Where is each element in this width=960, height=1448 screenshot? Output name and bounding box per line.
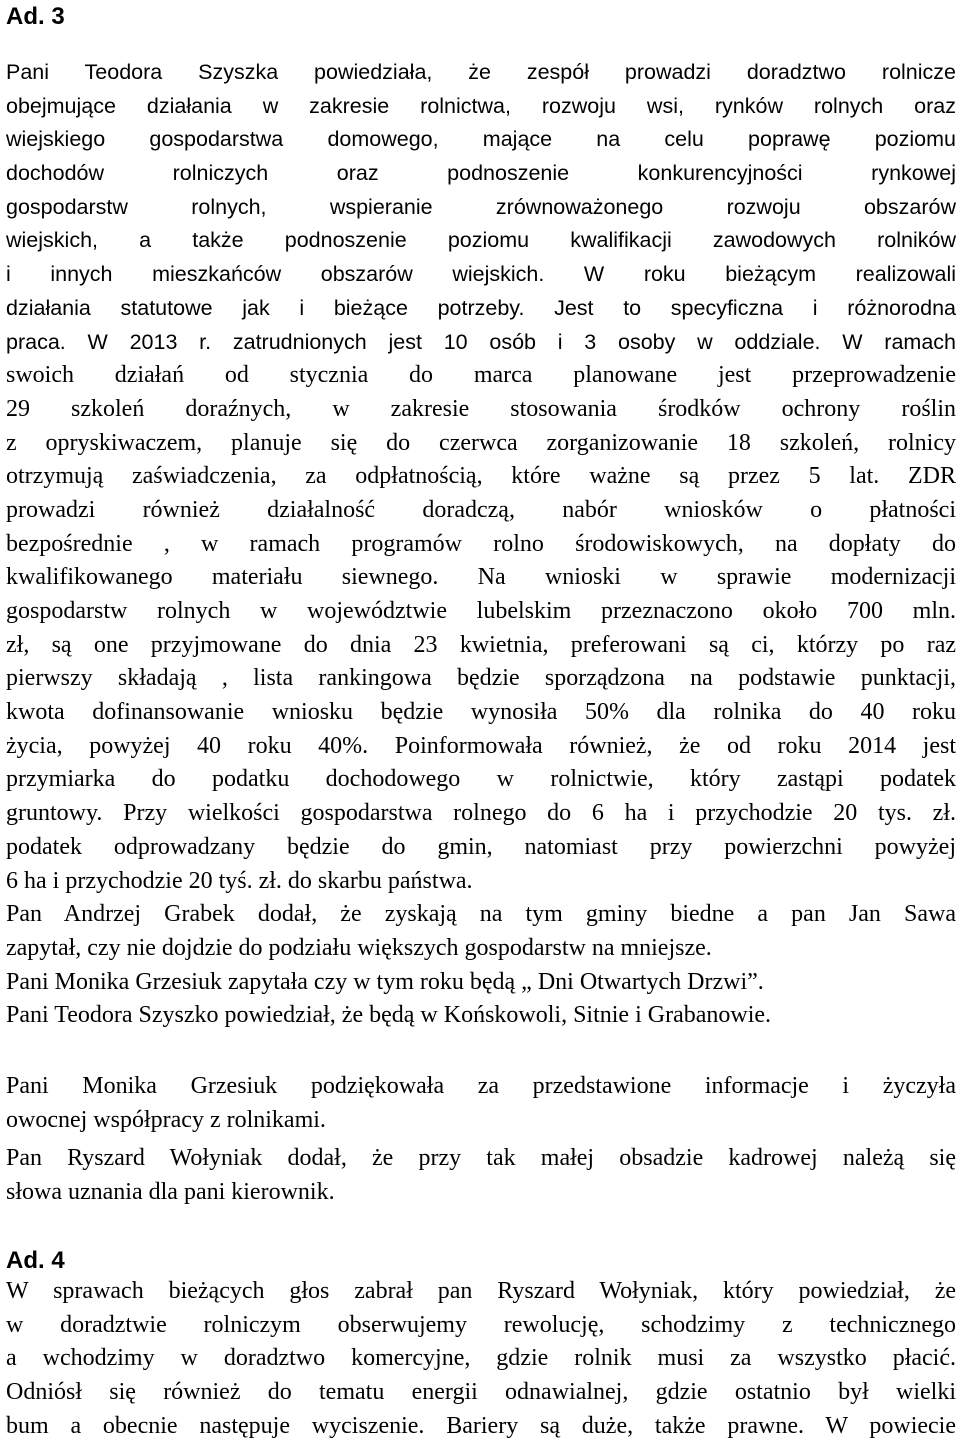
text-line: Pani Teodora Szyszko powiedział, że będą w Końskowoli, Sitnie i Grabanowie. xyxy=(6,1002,772,1029)
text-line: w doradztwie rolniczym obserwujemy rewolucję, schodzimy z technicznego xyxy=(6,1311,956,1338)
text-line: wiejskiego gospodarstwa domowego, mające na celu poprawę poziomu xyxy=(6,127,956,152)
text-line: 29 szkoleń doraźnych, w zakresie stosowania środków ochrony roślin xyxy=(6,395,956,422)
text-line: 6 ha i przychodzie 20 tyś. zł. do skarbu państwa. xyxy=(6,867,473,894)
section-heading-ad3: Ad. 3 xyxy=(6,3,65,30)
text-line: praca. W 2013 r. zatrudnionych jest 10 osób i 3 osoby w oddziale. W ramach xyxy=(6,329,956,354)
text-line: prowadzi również działalność doradczą, nabór wniosków o płatności xyxy=(6,496,956,523)
text-line: pierwszy składają , lista rankingowa będzie sporządzona na podstawie punktacji, xyxy=(6,665,956,692)
text-line: Pan Ryszard Wołyniak dodał, że przy tak małej obsadzie kadrowej należą się xyxy=(6,1145,956,1171)
text-line: obejmujące działania w zakresie rolnictwa, rozwoju wsi, rynków rolnych oraz xyxy=(6,93,956,118)
ad4-body xyxy=(6,1275,956,1443)
text-line: zapytał, czy nie dojdzie do podziału większych gospodarstw na mniejsze. xyxy=(6,934,712,961)
text-line: z opryskiwaczem, planuje się do czerwca zorganizowanie 18 szkoleń, rolnicy xyxy=(6,429,956,456)
text-line: Pani Teodora Szyszka powiedziała, że zespół prowadzi doradztwo rolnicze xyxy=(6,60,956,84)
text-line: Odniósł się również do tematu energii odnawialnej, gdzie ostatnio był wielki xyxy=(6,1379,956,1406)
text-line: wiejskich, a także podnoszenie poziomu kwalifikacji zawodowych rolników xyxy=(6,228,956,253)
section-heading-ad4: Ad. 4 xyxy=(6,1247,65,1274)
text-line: bezpośrednie , w ramach programów rolno środowiskowych, na dopłaty do xyxy=(6,530,956,557)
text-line: podatek odprowadzany będzie do gmin, natomiast przy powierzchni powyżej xyxy=(6,833,956,860)
text-line: słowa uznania dla pani kierownik. xyxy=(6,1178,335,1205)
ad3-final-paragraph xyxy=(6,1142,956,1209)
text-line: otrzymują zaświadczenia, za odpłatnością, które ważne są przez 5 lat. ZDR xyxy=(6,463,956,490)
text-line: przymiarka do podatku dochodowego w rolnictwie, który zastąpi podatek xyxy=(6,766,956,793)
text-line: gospodarstw rolnych w województwie lubelskim przeznaczono około 700 mln. xyxy=(6,598,956,624)
text-line: życia, powyżej 40 roku 40%. Poinformowała również, że od roku 2014 jest xyxy=(6,732,956,759)
text-line: Pani Monika Grzesiuk zapytała czy w tym roku będą „ Dni Otwartych Drzwi”. xyxy=(6,968,764,995)
ad3-body xyxy=(6,56,956,1033)
text-line: owocnej współpracy z rolnikami. xyxy=(6,1106,326,1133)
text-line: bum a obecnie następuje wyciszenie. Bariery są duże, także prawne. W powiecie xyxy=(6,1412,956,1439)
ad3-closing-paragraph xyxy=(6,1070,956,1137)
text-line: swoich działań od stycznia do marca planowane jest przeprowadzenie xyxy=(6,362,956,389)
text-line: kwalifikowanego materiału siewnego. Na wnioski w sprawie modernizacji xyxy=(6,564,956,591)
text-line: Pani Monika Grzesiuk podziękowała za przedstawione informacje i życzyła xyxy=(6,1073,956,1099)
text-line: kwota dofinansowanie wniosku będzie wynosiła 50% dla rolnika do 40 roku xyxy=(6,699,956,726)
text-line: i innych mieszkańców obszarów wiejskich. W roku bieżącym realizowali xyxy=(6,262,956,287)
text-line: Pan Andrzej Grabek dodał, że zyskają na tym gminy biedne a pan Jan Sawa xyxy=(6,901,956,928)
text-line: gruntowy. Przy wielkości gospodarstwa rolnego do 6 ha i przychodzie 20 tys. zł. xyxy=(6,800,956,827)
text-line: działania statutowe jak i bieżące potrzeby. Jest to specyficzna i różnorodna xyxy=(6,295,956,320)
text-line: W sprawach bieżących głos zabrał pan Ryszard Wołyniak, który powiedział, że xyxy=(6,1278,956,1304)
text-line: zł, są one przyjmowane do dnia 23 kwietnia, preferowani są ci, którzy po raz xyxy=(6,631,956,658)
text-line: a wchodzimy w doradztwo komercyjne, gdzie rolnik musi za wszystko płacić. xyxy=(6,1345,956,1372)
text-line: gospodarstw rolnych, wspieranie zrównoważonego rozwoju obszarów xyxy=(6,194,956,219)
text-line: dochodów rolniczych oraz podnoszenie konkurencyjności rynkowej xyxy=(6,161,956,186)
